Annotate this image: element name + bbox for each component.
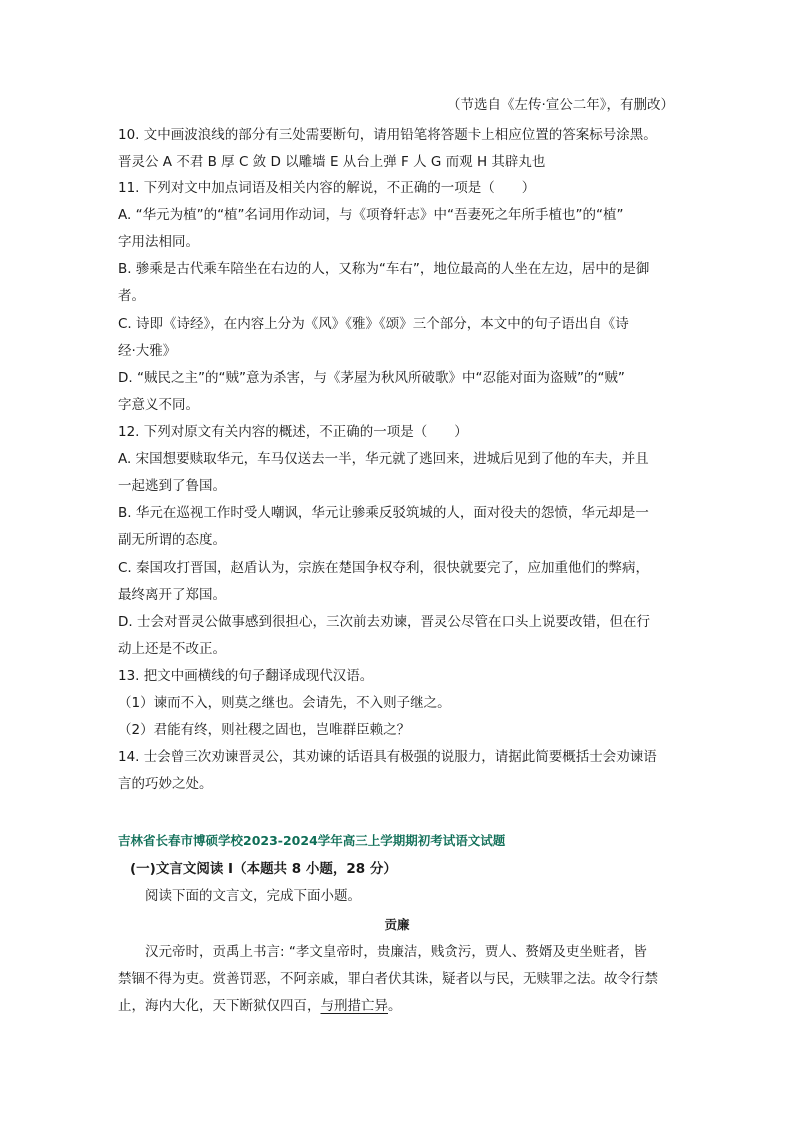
question-12-option-a: A. 宋国想要赎取华元，车马仅送去一半，华元就了逃回来，进城后见到了他的车夫，并且 bbox=[118, 451, 649, 467]
question-12-option-a-cont: 一起逃到了鲁国。 bbox=[118, 478, 226, 494]
question-11-option-d-cont: 字意义不同。 bbox=[118, 397, 199, 413]
question-14-stem-cont: 言的巧妙之处。 bbox=[118, 776, 213, 792]
question-11-option-d: D. “贼民之主”的“贼”意为杀害，与《茅屋为秋风所破歌》中“忍能对面为盗贼”的“贼” bbox=[118, 370, 625, 386]
question-11-option-c: C. 诗即《诗经》，在内容上分为《风》《雅》《颂》三个部分，本文中的句子语出自《诗 bbox=[118, 316, 629, 332]
passage-line: 禁锢不得为吏。赏善罚恶，不阿亲戚，罪白者伏其诛，疑者以与民，无赎罪之法。故令行禁 bbox=[118, 971, 658, 987]
reading-instruction: 阅读下面的文言文，完成下面小题。 bbox=[145, 888, 361, 904]
question-11-option-c-cont: 经·大雅》 bbox=[118, 343, 177, 359]
question-12-option-c: C. 秦国攻打晋国，赵盾认为，宗族在楚国争权夺利，很快就要完了，应加重他们的弊病， bbox=[118, 560, 650, 576]
question-11-option-a: A. “华元为植”的“植”名词用作动词，与《项脊轩志》中“吾妻死之年所手植也”的“植” bbox=[118, 207, 624, 223]
passage-title: 贡廉 bbox=[384, 917, 410, 932]
question-13-sentence-2: （2）君能有终，则社稷之固也，岂唯群臣赖之？ bbox=[118, 722, 411, 738]
passage-text: 止，海内大化，天下断狱仅四百， bbox=[118, 998, 321, 1014]
question-11-stem: 11. 下列对文中加点词语及相关内容的解说，不正确的一项是（ ） bbox=[118, 180, 536, 196]
question-12-stem: 12. 下列对原文有关内容的概述，不正确的一项是（ ） bbox=[118, 424, 468, 440]
question-11-option-b: B. 骖乘是古代乘车陪坐在右边的人，又称为“车右”，地位最高的人坐在左边，居中的是御 bbox=[118, 261, 650, 277]
underlined-phrase: 与刑措亡异 bbox=[320, 998, 388, 1014]
question-11-option-b-cont: 者。 bbox=[118, 288, 145, 304]
question-10-sentence: 晋灵公 A 不君 B 厚 C 敛 D 以雕墙 E 从台上弹 F 人 G 而观 H 其辟丸也 bbox=[118, 154, 546, 170]
question-13-sentence-1: （1）谏而不入，则莫之继也。会请先，不入则子继之。 bbox=[118, 695, 451, 711]
exam-source-title: 吉林省长春市博硕学校2023-2024学年高三上学期期初考试语文试题 bbox=[118, 833, 506, 848]
passage-text: 。 bbox=[388, 998, 402, 1014]
question-12-option-c-cont: 最终离开了郑国。 bbox=[118, 587, 226, 603]
question-11-option-a-cont: 字用法相同。 bbox=[118, 234, 199, 250]
question-12-option-b-cont: 副无所谓的态度。 bbox=[118, 532, 226, 548]
question-10-stem: 10. 文中画波浪线的部分有三处需要断句，请用铅笔将答题卡上相应位置的答案标号涂黑。 bbox=[118, 127, 657, 143]
question-12-option-d-cont: 动上还是不改正。 bbox=[118, 641, 226, 657]
source-citation: （节选自《左传·宣公二年》，有删改） bbox=[446, 97, 674, 113]
question-12-option-d: D. 士会对晋灵公做事感到很担心，三次前去劝谏，晋灵公尽管在口头上说要改错，但在行 bbox=[118, 614, 650, 630]
question-14-stem: 14. 士会曾三次劝谏晋灵公，其劝谏的话语具有极强的说服力，请据此简要概括士会劝谏语 bbox=[118, 749, 657, 765]
question-13-stem: 13. 把文中画横线的句子翻译成现代汉语。 bbox=[118, 668, 374, 684]
passage-line bbox=[118, 997, 678, 1015]
section-header: (一)文言文阅读 I（本题共 8 小题，28 分） bbox=[130, 861, 397, 877]
passage-line: 汉元帝时，贡禹上书言: “孝文皇帝时，贵廉洁，贱贪污，贾人、赘婿及吏坐赃者，皆 bbox=[145, 944, 647, 960]
question-12-option-b: B. 华元在巡视工作时受人嘲讽，华元让骖乘反驳筑城的人，面对役夫的怨愤，华元却是一 bbox=[118, 505, 649, 521]
